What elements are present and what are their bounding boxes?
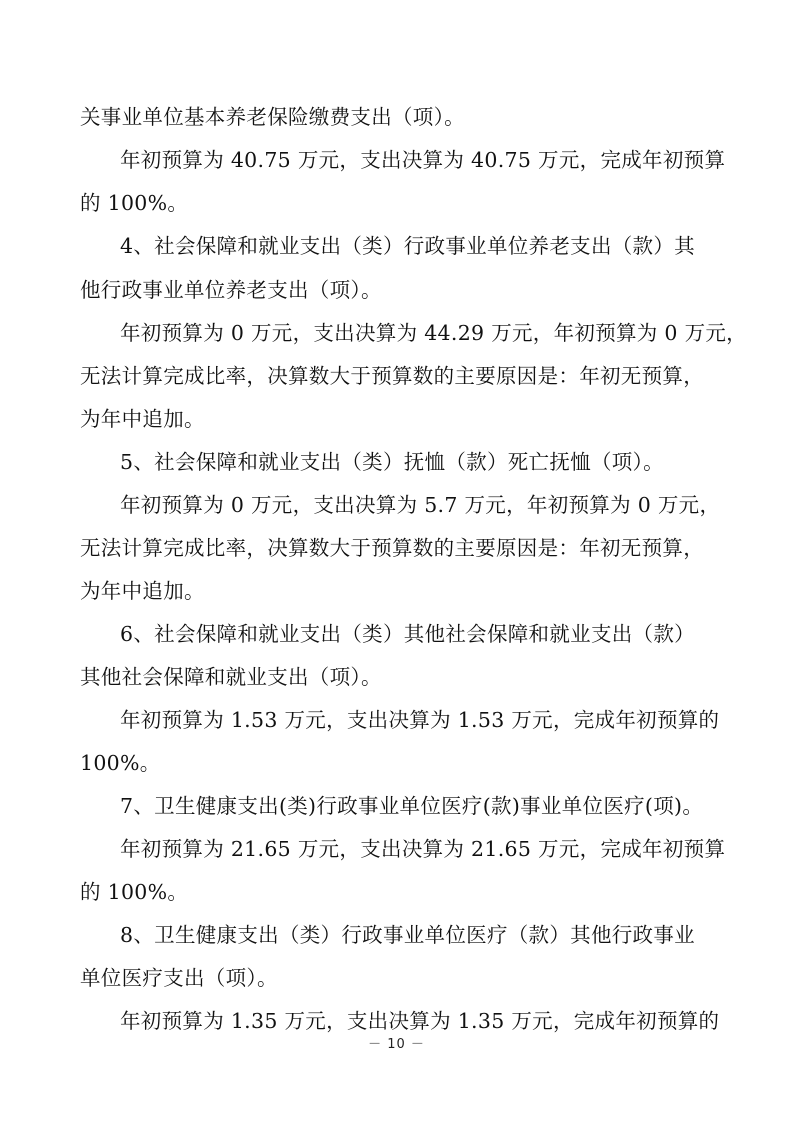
text-line: 年初预算为 1.53 万元，支出决算为 1.53 万元，完成年初预算的 [120,708,720,732]
text-line: 年初预算为 0 万元，支出决算为 5.7 万元，年初预算为 0 万元， [120,493,721,517]
text-line: 的 100%。 [80,191,189,215]
text-line: 年初预算为 40.75 万元，支出决算为 40.75 万元，完成年初预算 [120,148,726,172]
text-line: 为年中追加。 [80,407,205,431]
text-line: 其他社会保障和就业支出（项）。 [80,665,382,689]
text-line: 他行政事业单位养老支出（项）。 [80,278,382,302]
page-number: － 10 － [368,1037,425,1052]
text-line: 100%。 [80,751,161,775]
text-line: 为年中追加。 [80,579,205,603]
text-line: 4、社会保障和就业支出（类）行政事业单位养老支出（款）其 [120,234,695,258]
text-line: 年初预算为 0 万元，支出决算为 44.29 万元，年初预算为 0 万元， [120,321,747,345]
text-line: 年初预算为 21.65 万元，支出决算为 21.65 万元，完成年初预算 [120,837,726,861]
text-line: 7、卫生健康支出(类)行政事业单位医疗(款)事业单位医疗(项)。 [120,794,704,818]
text-line: 无法计算完成比率，决算数大于预算数的主要原因是：年初无预算， [80,536,704,560]
text-line: 6、社会保障和就业支出（类）其他社会保障和就业支出（款） [120,622,695,646]
text-line: 5、社会保障和就业支出（类）抚恤（款）死亡抚恤（项）。 [120,450,664,474]
text-line: 关事业单位基本养老保险缴费支出（项）。 [80,105,465,129]
text-line: 年初预算为 1.35 万元，支出决算为 1.35 万元，完成年初预算的 [120,1009,720,1033]
text-line: 单位医疗支出（项）。 [80,966,278,990]
text-line: 无法计算完成比率，决算数大于预算数的主要原因是：年初无预算， [80,364,704,388]
text-line: 的 100%。 [80,880,189,904]
text-line: 8、卫生健康支出（类）行政事业单位医疗（款）其他行政事业 [120,923,695,947]
